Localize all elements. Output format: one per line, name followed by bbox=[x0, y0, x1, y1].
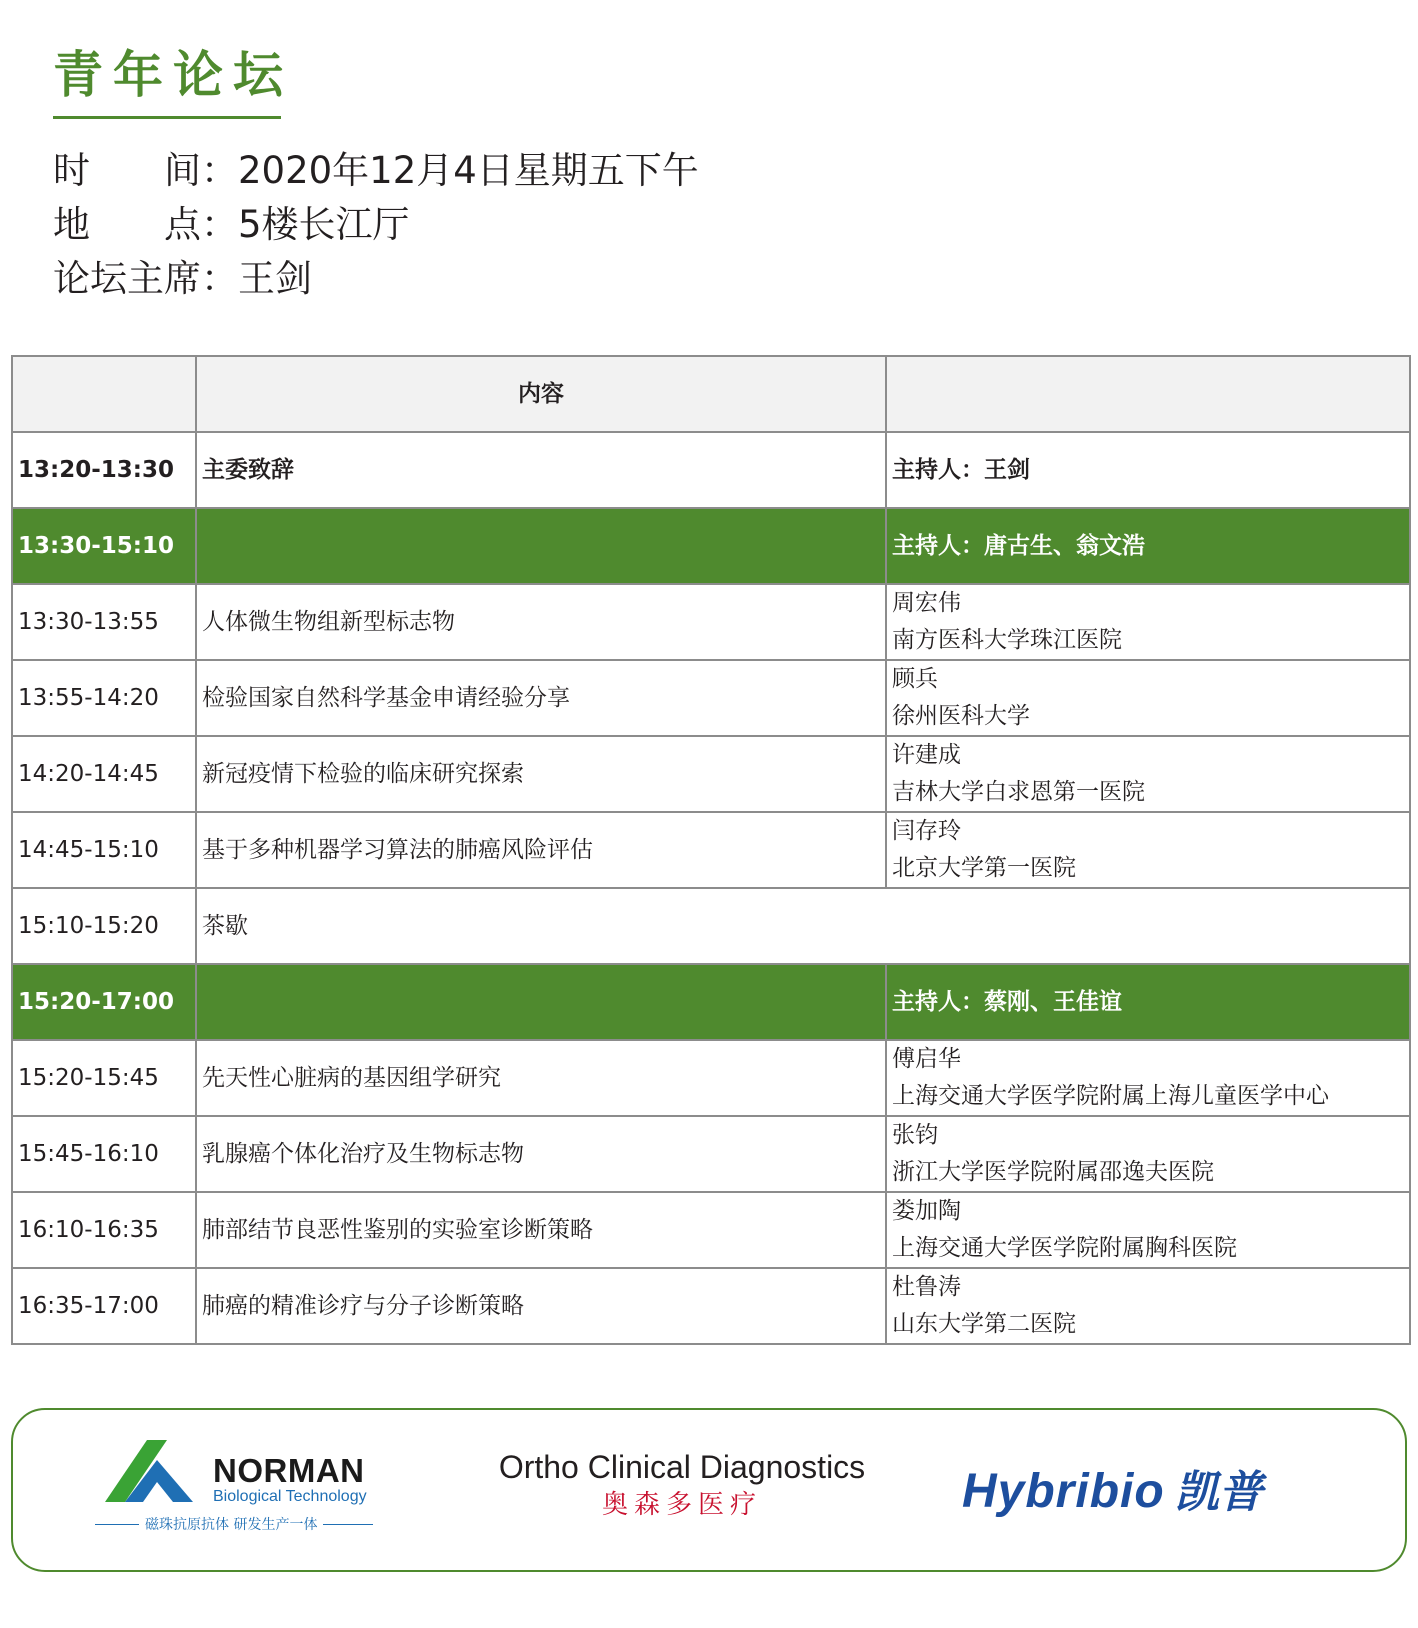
talk-topic: 先天性心脏病的基因组学研究 bbox=[196, 1040, 886, 1116]
speaker-name: 傅启华 bbox=[892, 1046, 961, 1072]
speaker-org: 吉林大学白求恩第一医院 bbox=[892, 779, 1145, 805]
talk-speaker-cell bbox=[886, 584, 1410, 660]
speaker-name: 许建成 bbox=[892, 742, 961, 768]
table-row bbox=[12, 1116, 1410, 1192]
norman-subtitle: Biological Technology bbox=[213, 1488, 367, 1505]
norman-tagline: 磁珠抗原抗体 研发生产一体 bbox=[139, 1514, 323, 1534]
info-place-label: 地 点： bbox=[53, 203, 238, 246]
speaker-org: 上海交通大学医学院附属上海儿童医学中心 bbox=[892, 1083, 1329, 1109]
talk-time: 16:35-17:00 bbox=[12, 1268, 196, 1344]
norman-logo bbox=[95, 1432, 380, 1547]
speaker-org: 南方医科大学珠江医院 bbox=[892, 627, 1122, 653]
talk-time: 13:55-14:20 bbox=[12, 660, 196, 736]
info-chair-value: 王剑 bbox=[238, 257, 312, 300]
schedule-table bbox=[11, 355, 1411, 1345]
table-row bbox=[12, 812, 1410, 888]
session-content bbox=[196, 508, 886, 584]
session-time: 15:20-17:00 bbox=[12, 964, 196, 1040]
talk-time: 14:20-14:45 bbox=[12, 736, 196, 812]
talk-speaker-cell bbox=[886, 812, 1410, 888]
talk-topic: 肺癌的精准诊疗与分子诊断策略 bbox=[196, 1268, 886, 1344]
info-place-row bbox=[53, 203, 410, 247]
speaker-name: 杜鲁涛 bbox=[892, 1274, 961, 1300]
speaker-org: 上海交通大学医学院附属胸科医院 bbox=[892, 1235, 1237, 1261]
session-host: 主持人：唐古生、翁文浩 bbox=[886, 508, 1410, 584]
talk-speaker-cell bbox=[886, 1192, 1410, 1268]
talk-speaker-cell bbox=[886, 1268, 1410, 1344]
norman-mark-icon bbox=[95, 1432, 205, 1512]
opening-content: 主委致辞 bbox=[196, 432, 886, 508]
table-row bbox=[12, 660, 1410, 736]
header-host-cell bbox=[886, 356, 1410, 432]
talk-time: 15:45-16:10 bbox=[12, 1116, 196, 1192]
session-time: 13:30-15:10 bbox=[12, 508, 196, 584]
opening-host: 主持人：王剑 bbox=[886, 432, 1410, 508]
break-row bbox=[12, 888, 1410, 964]
talk-speaker-cell bbox=[886, 660, 1410, 736]
talk-topic: 人体微生物组新型标志物 bbox=[196, 584, 886, 660]
info-time-row bbox=[53, 149, 699, 193]
info-chair-label: 论坛主席： bbox=[53, 257, 238, 300]
speaker-name: 周宏伟 bbox=[892, 590, 961, 616]
session-row-1 bbox=[12, 508, 1410, 584]
speaker-org: 徐州医科大学 bbox=[892, 703, 1030, 729]
ortho-logo bbox=[497, 1447, 867, 1523]
table-header-row bbox=[12, 356, 1410, 432]
break-time: 15:10-15:20 bbox=[12, 888, 196, 964]
page-title: 青年论坛 bbox=[53, 46, 293, 104]
opening-row bbox=[12, 432, 1410, 508]
ortho-cn-name: 奥森多医疗 bbox=[601, 1490, 762, 1520]
header-time-cell bbox=[12, 356, 196, 432]
table-row bbox=[12, 1192, 1410, 1268]
talk-topic: 肺部结节良恶性鉴别的实验室诊断策略 bbox=[196, 1192, 886, 1268]
talk-time: 15:20-15:45 bbox=[12, 1040, 196, 1116]
hybribio-cn-name: 凯普 bbox=[1174, 1467, 1263, 1518]
title-underline bbox=[53, 116, 281, 119]
speaker-name: 张钧 bbox=[892, 1122, 938, 1148]
talk-speaker-cell bbox=[886, 736, 1410, 812]
talk-speaker-cell bbox=[886, 1040, 1410, 1116]
table-row bbox=[12, 584, 1410, 660]
hybribio-logo bbox=[962, 1456, 1263, 1520]
ortho-name: Ortho Clinical Diagnostics bbox=[498, 1449, 866, 1485]
talk-time: 14:45-15:10 bbox=[12, 812, 196, 888]
speaker-name: 闫存玲 bbox=[892, 818, 961, 844]
session-row-2 bbox=[12, 964, 1410, 1040]
speaker-name: 娄加陶 bbox=[892, 1198, 961, 1224]
speaker-name: 顾兵 bbox=[892, 666, 938, 692]
norman-name: NORMAN bbox=[213, 1452, 365, 1489]
speaker-org: 山东大学第二医院 bbox=[892, 1311, 1076, 1337]
talk-time: 16:10-16:35 bbox=[12, 1192, 196, 1268]
talk-topic: 乳腺癌个体化治疗及生物标志物 bbox=[196, 1116, 886, 1192]
speaker-org: 北京大学第一医院 bbox=[892, 855, 1076, 881]
talk-speaker-cell bbox=[886, 1116, 1410, 1192]
talk-topic: 新冠疫情下检验的临床研究探索 bbox=[196, 736, 886, 812]
speaker-org: 浙江大学医学院附属邵逸夫医院 bbox=[892, 1159, 1214, 1185]
info-place-value: 5楼长江厅 bbox=[238, 203, 410, 246]
table-row bbox=[12, 1268, 1410, 1344]
info-chair-row bbox=[53, 257, 312, 301]
break-content: 茶歇 bbox=[196, 888, 1410, 964]
header-content-cell: 内容 bbox=[196, 356, 886, 432]
info-time-value: 2020年12月4日星期五下午 bbox=[238, 149, 699, 192]
talk-time: 13:30-13:55 bbox=[12, 584, 196, 660]
hybribio-name: Hybribio bbox=[962, 1465, 1165, 1518]
session-content bbox=[196, 964, 886, 1040]
talk-topic: 检验国家自然科学基金申请经验分享 bbox=[196, 660, 886, 736]
info-time-label: 时 间： bbox=[53, 149, 238, 192]
talk-topic: 基于多种机器学习算法的肺癌风险评估 bbox=[196, 812, 886, 888]
table-row bbox=[12, 736, 1410, 812]
table-row bbox=[12, 1040, 1410, 1116]
opening-time: 13:20-13:30 bbox=[12, 432, 196, 508]
session-host: 主持人：蔡刚、王佳谊 bbox=[886, 964, 1410, 1040]
